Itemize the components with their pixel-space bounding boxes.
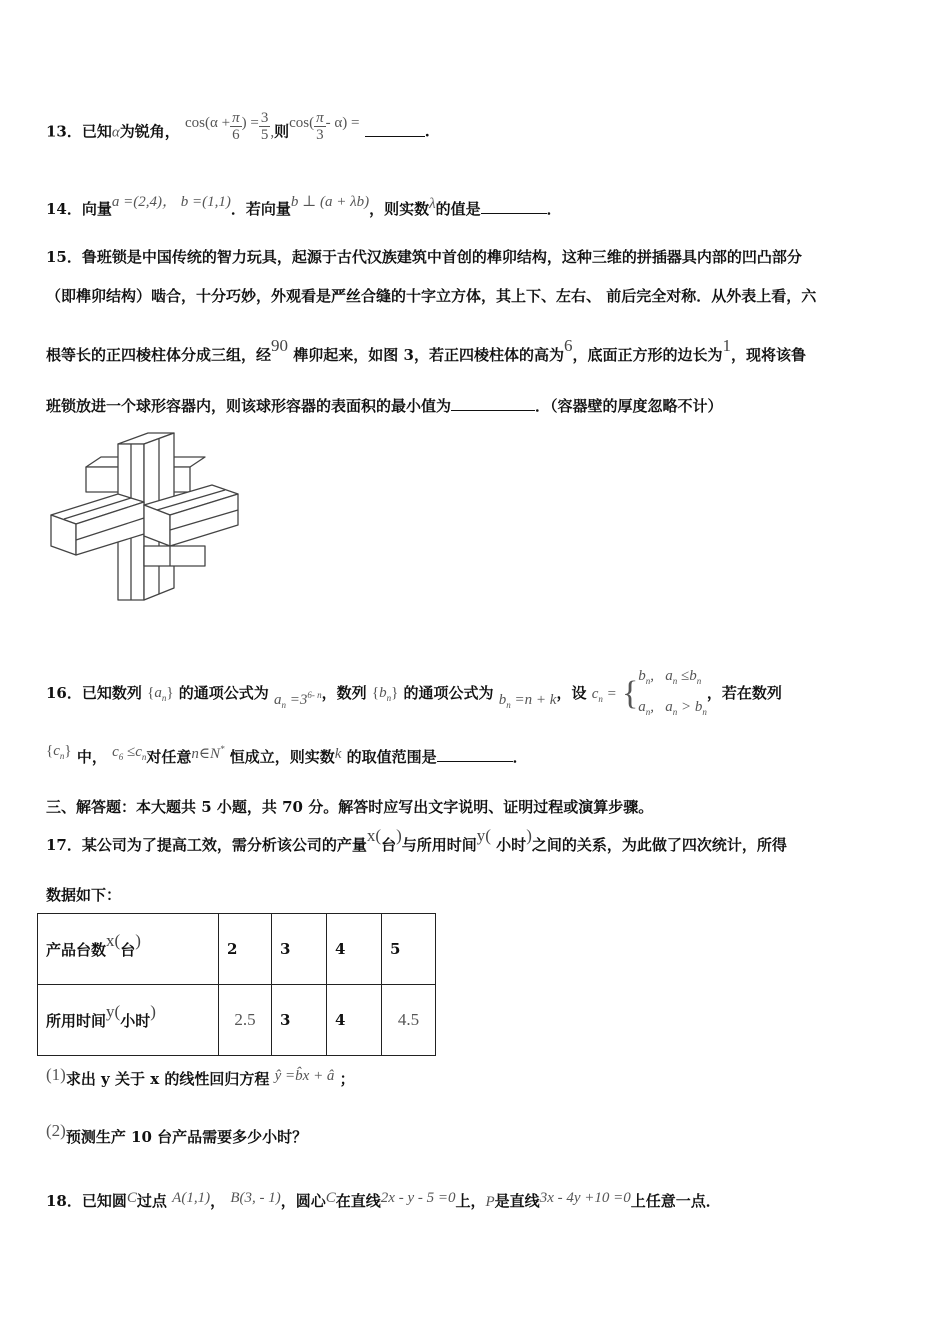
q17-data-table: [37, 913, 436, 1056]
q15-line1: 15．鲁班锁是中国传统的智力玩具，起源于古代汉族建筑中首创的榫卯结构，这种三维的拼插器具内部的凹凸部分: [46, 248, 802, 266]
q16-seq-a: $\{a_n\}$: [147, 685, 174, 703]
q17-x-label: x(: [366, 826, 382, 845]
q15-answer-blank[interactable]: [451, 396, 535, 411]
section-3-heading: 三、解答题：本大题共 5 小题，共 70 分。解答时应写出文字说明、证明过程或演算步骤。: [46, 798, 654, 816]
table-row: [38, 985, 436, 1056]
q15-line4: 班锁放进一个球形容器内，则该球形容器的表面积的最小值为 ．（容器壁的厚度忽略不计）: [46, 397, 723, 415]
q17-part2: (2)预测生产 10 台产品需要多少小时？: [46, 1121, 308, 1146]
q14-end: ．: [546, 200, 562, 218]
question-17: 17．某公司为了提高工效，需分析该公司的产量x(台)与所用时间y( 小时)之间的关系，为此做了四次统计，所得: [46, 826, 787, 854]
q16-cn: $c_n$ =: [591, 686, 617, 704]
q13-frac-val: $\frac{3}{5}$: [260, 110, 269, 143]
q16-seq-b: $\{b_n\}$: [371, 685, 399, 703]
q14-text3: ，则实数: [369, 200, 430, 218]
q13-expr2-b: - α) =: [325, 114, 360, 131]
q14-lambda: λ: [429, 196, 436, 212]
q15-line2: （即榫卯结构）啮合，十分巧妙，外观看是严丝合缝的十字立方体，其上下、左右、 前后完全对称．从外表上看，六: [46, 287, 817, 305]
q13-text3: 则: [274, 122, 290, 141]
q13-alpha: α: [111, 124, 120, 141]
q17-line2: 数据如下：: [46, 886, 122, 904]
q14-expr-a: a =(2,4)， b =(1,1): [111, 194, 231, 210]
table-row1-head: 产品台数x(台): [38, 914, 219, 985]
q16-line2: $\{c_n\}$ 中， $c_6 \le c_n$对任意n∈N* 恒成立，则实数k 的取值范围是 ．: [46, 743, 528, 766]
q17-y-label: y(: [476, 826, 491, 845]
question-18: 18．已知圆C过点 A(1,1)， B(3, - 1)，圆心C在直线2x - y - 5 =0上，P是直线3x - 4y +10 =0上任意一点．: [46, 1190, 721, 1210]
table-row: [38, 914, 436, 985]
q13-expr1-b: ) =: [241, 114, 259, 131]
q14-answer-blank[interactable]: [481, 199, 547, 214]
q16-bn-formula: $b_n =n + k$: [498, 692, 557, 710]
q14-text2: ．若向量: [230, 200, 291, 218]
q13-expr2-a: cos(: [289, 114, 315, 131]
question-13: [46, 110, 430, 149]
q16-c6-le-cn: $c_6 \le c_n$: [112, 744, 147, 762]
q13-expr1-a: cos(α +: [185, 114, 231, 131]
q16-an-formula: $a_n =3^{6- n}$: [274, 690, 322, 710]
q15-line3: 根等长的正四棱柱体分成三组，经90 榫卯起来，如图 3，若正四棱柱体的高为6，底面正方形的边长为1，现将该鲁: [46, 336, 806, 364]
q13-frac1: $\frac{\pi}{6}$: [232, 110, 240, 143]
q18-line1: 2x - y - 5 =0: [380, 1190, 456, 1206]
table-cell: 3: [272, 985, 327, 1056]
question-14: [46, 194, 562, 219]
q13-end: .: [424, 122, 430, 141]
table-cell: 2.5: [219, 985, 272, 1056]
q14-number: 14．: [46, 200, 82, 218]
table-cell: 4: [327, 914, 382, 985]
q18-point-A: A(1,1): [172, 1190, 211, 1206]
q18-point-B: B(3, - 1): [230, 1190, 281, 1206]
q17-regression-eq: ŷ =b̂x + â: [274, 1068, 335, 1084]
table-cell: 5: [382, 914, 436, 985]
q16-number: 16．: [46, 684, 82, 702]
q17-part1: (1)求出 y 关于 x 的线性回归方程 ŷ =b̂x + â ；: [46, 1065, 355, 1088]
q16-piecewise: {: [621, 675, 639, 712]
q14-expr-b: b ⊥ (a + λb): [290, 194, 370, 210]
table-cell: 3: [272, 914, 327, 985]
q15-height: 6: [563, 336, 573, 355]
q13-frac2: $\frac{\pi}{3}$: [316, 110, 324, 143]
question-16: 16．已知数列 $\{a_n\}$ 的通项公式为 $a_n =3^{6- n}$，数列 $\{b_n\}$ 的通项公式为 $b_n =n + k$，设 $c_n$ = { $b_n$, $a_n \le b_n$ $a_n$, $a_n > b_n$ ，若在数列: [46, 663, 782, 725]
q15-side: 1: [722, 336, 731, 355]
q16-k: k: [334, 746, 342, 762]
q13-text1: 已知: [81, 122, 112, 141]
q14-text1: 向量: [81, 200, 112, 218]
q16-n-in-N: n∈N*: [191, 744, 225, 762]
bar-lower-front: [144, 546, 205, 566]
luban-lock-figure: [48, 430, 244, 602]
q18-line2: 3x - 4y +10 =0: [539, 1190, 631, 1206]
q16-answer-blank[interactable]: [437, 747, 513, 762]
q13-number: 13．: [46, 122, 82, 141]
q16-seq-c: $\{c_n\}$: [46, 743, 72, 761]
q14-text4: 的值是: [435, 200, 481, 218]
table-row2-head: 所用时间y(小时): [38, 985, 219, 1056]
table-cell: 4.5: [382, 985, 436, 1056]
q13-answer-blank[interactable]: [365, 122, 425, 137]
table-cell: 2: [219, 914, 272, 985]
q15-degree: 90: [271, 336, 289, 355]
q16-cases: $b_n$, $a_n \le b_n$ $a_n$, $a_n > b_n$: [638, 668, 707, 717]
table-cell: 4: [327, 985, 382, 1056]
q13-expr1-c: ,: [270, 124, 275, 141]
q13-text2: 为锐角，: [119, 122, 180, 141]
